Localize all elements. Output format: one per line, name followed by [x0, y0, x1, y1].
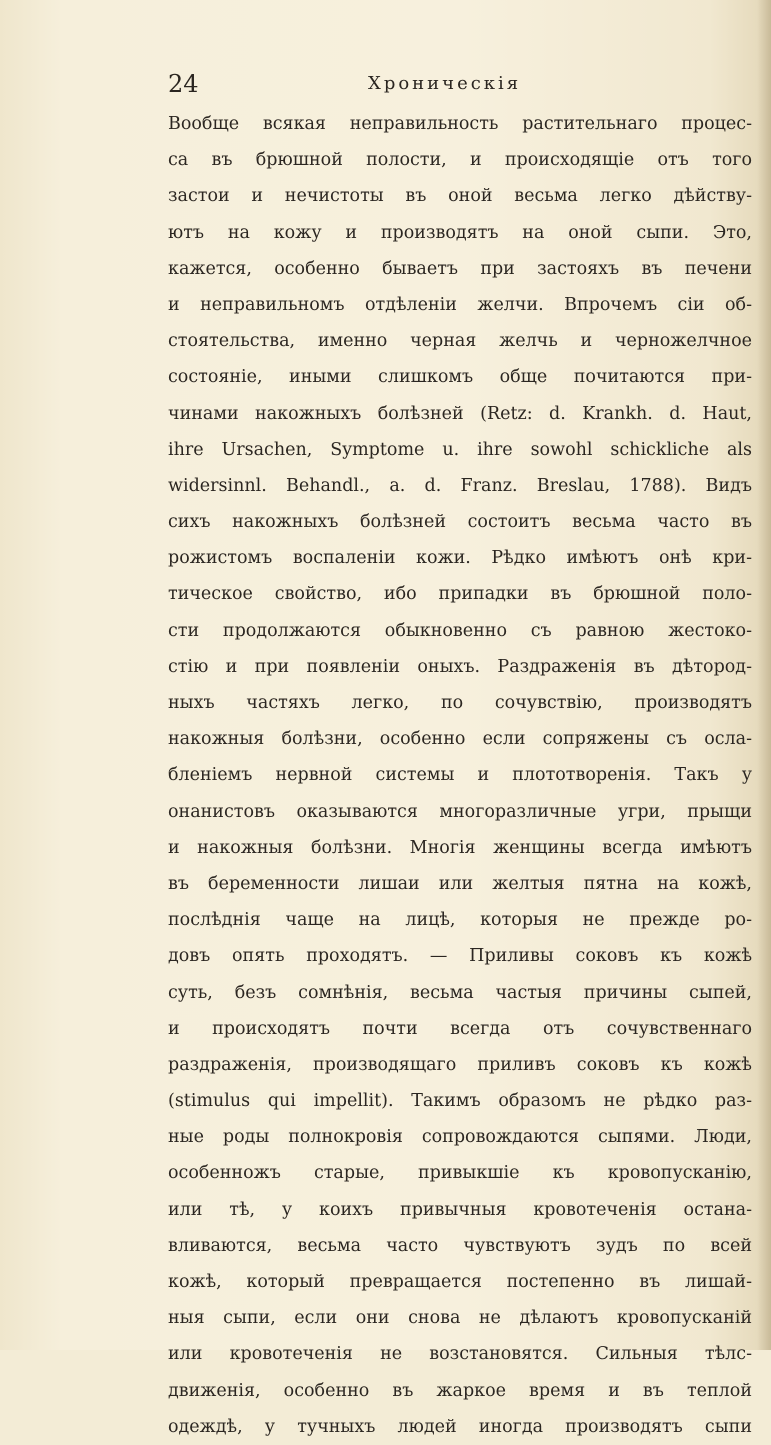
text-line: ютъ на кожу и производятъ на оной сыпи. Это, — [168, 222, 752, 243]
text-line: са въ брюшной полости, и происходящіе отъ того — [168, 150, 752, 171]
page-edge-shadow — [757, 0, 771, 1350]
text-line: ныхъ частяхъ легко, по сочувствію, производятъ — [168, 693, 752, 713]
text-line: Вообще всякая неправильность растительнаго процес- — [168, 114, 752, 134]
text-line: накожныя болѣзни, особенно если сопряжены съ осла- — [168, 729, 752, 750]
text-line: стоятельства, именно черная желчь и черножелчное — [168, 331, 752, 352]
text-line: кожѣ, который превращается постепенно въ лишай- — [168, 1272, 752, 1292]
text-line: сихъ накожныхъ болѣзней состоитъ весьма часто въ — [168, 512, 752, 533]
body-text — [168, 106, 752, 1445]
text-line: и происходятъ почти всегда отъ сочувственнаго — [168, 1018, 752, 1039]
text-line: сти продолжаются обыкновенно съ равною жестоко- — [168, 620, 752, 641]
text-line: рожистомъ воспаленіи кожи. Рѣдко имѣютъ онѣ кри- — [168, 548, 752, 569]
text-line: и накожныя болѣзни. Многія женщины всегда имѣютъ — [168, 837, 752, 858]
text-line: онанистовъ оказываются многоразличные угри, прыщи — [168, 801, 752, 822]
text-line: widersinnl. Behandl., a. d. Franz. Breslau, 1788). Видъ — [168, 475, 752, 496]
text-line: или тѣ, у коихъ привычныя кровотеченія остана- — [168, 1199, 752, 1220]
text-line: въ беременности лишаи или желтыя пятна на кожѣ, — [168, 873, 752, 894]
text-line: движенія, особенно въ жаркое время и въ теплой — [168, 1380, 752, 1401]
text-line: особенножъ старые, привыкшіе къ кровопусканію, — [168, 1163, 752, 1184]
text-line: застои и нечистоты въ оной весьма легко дѣйству- — [168, 186, 752, 207]
text-line: тическое свойство, ибо припадки въ брюшной поло- — [168, 584, 752, 605]
text-line: послѣднія чаще на лицѣ, которыя не прежде ро- — [168, 910, 752, 931]
page-header — [168, 66, 568, 102]
text-line: и неправильномъ отдѣленіи желчи. Впрочемъ сіи об- — [168, 294, 752, 315]
text-line: ныя сыпи, если они снова не дѣлаютъ кровопусканій — [168, 1308, 752, 1329]
text-line: чинами накожныхъ болѣзней (Retz: d. Krankh. d. Haut, — [168, 403, 752, 424]
text-line: бленіемъ нервной системы и плототворенія. Такъ у — [168, 765, 752, 786]
running-head: Хроническія — [368, 73, 522, 94]
text-line: кажется, особенно бываетъ при застояхъ въ печени — [168, 258, 752, 279]
text-line: (stimulus qui impellit). Такимъ образомъ не рѣдко раз- — [168, 1091, 752, 1112]
text-line: состояніе, иными слишкомъ обще почитаются при- — [168, 367, 752, 388]
text-line: ihre Ursachen, Symptome u. ihre sowohl schickliche als — [168, 439, 752, 460]
text-line: ные роды полнокровія сопровождаются сыпями. Люди, — [168, 1127, 752, 1148]
text-line: довъ опять проходятъ. — Приливы соковъ къ кожѣ — [168, 946, 752, 967]
text-line: раздраженія, производящаго приливъ соковъ къ кожѣ — [168, 1054, 752, 1075]
page-number: 24 — [168, 70, 199, 98]
text-line: или кровотеченія не возстановятся. Сильныя тѣлс- — [168, 1344, 752, 1365]
text-line: одеждѣ, у тучныхъ людей иногда производятъ сыпи — [168, 1416, 752, 1437]
text-line: суть, безъ сомнѣнія, весьма частыя причины сыпей, — [168, 982, 752, 1003]
text-line: вливаются, весьма часто чувствуютъ зудъ по всей — [168, 1235, 752, 1256]
text-line: стію и при появленіи оныхъ. Раздраженія въ дѣтород- — [168, 656, 752, 677]
